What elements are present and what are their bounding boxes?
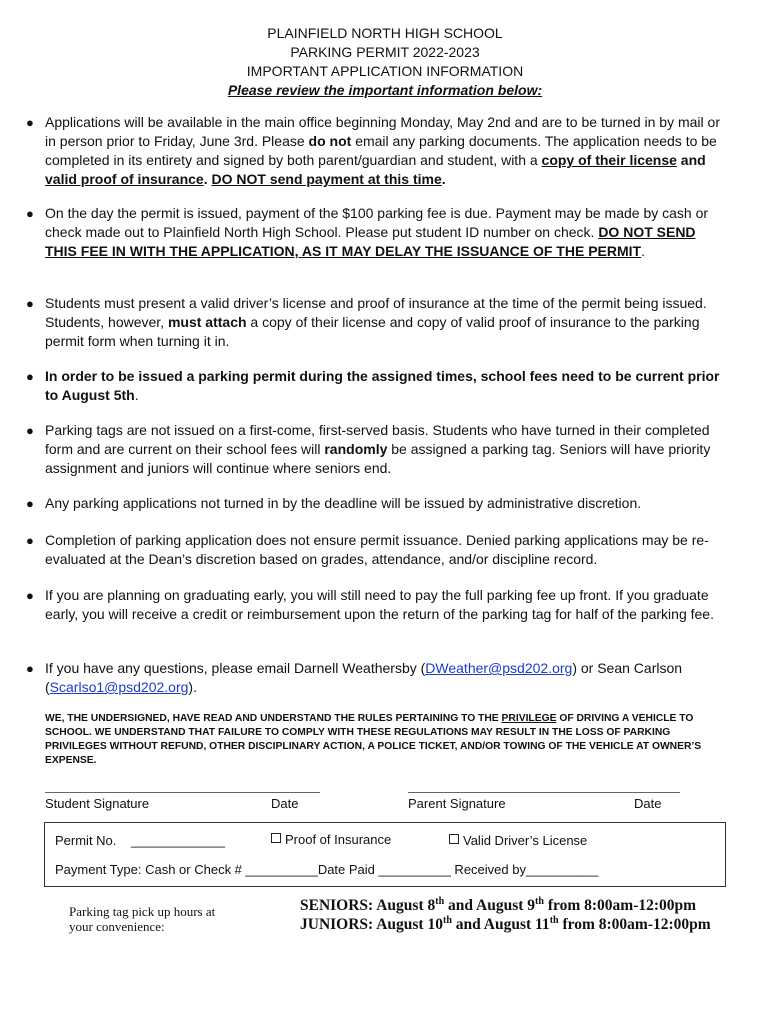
bullet-icon: ● [26, 206, 34, 221]
list-item-text: On the day the permit is issued, payment of the $100 parking fee is due. Payment may be made by cash or check made out to Plainfield North High School. Please put student ID number on check. DO NOT SEND THIS FEE IN WITH THE APPLICATION, AS IT MAY DELAY THE ISSUANCE OF THE PERMIT. [45, 205, 709, 259]
bullet-icon: ● [26, 496, 34, 511]
student-signature-label: Student Signature [45, 796, 150, 811]
proof-insurance-checkbox[interactable]: Proof of Insurance [271, 832, 391, 847]
pickup-hours-note: Parking tag pick up hours at your convenience: [69, 904, 216, 934]
document-header [0, 24, 770, 100]
seniors-schedule: SENIORS: August 8th and August 9th from 8:00am-12:00pm [300, 895, 697, 914]
parent-signature-label: Parent Signature [408, 796, 506, 811]
header-subtitle: IMPORTANT APPLICATION INFORMATION [246, 63, 524, 79]
agreement-notice: WE, THE UNDERSIGNED, HAVE READ AND UNDERSTAND THE RULES PERTAINING TO THE PRIVILEGE OF DRIVING A VEHICLE TO SCHOOL. WE UNDERSTAND THAT FAILURE TO COMPLY WITH THESE REGULATIONS MAY RESULT IN THE LOSS OF PARKING PRIVILEGES WITHOUT REFUND, OTHER DISCIPLINARY ACTION, A POLICE TICKET, AND/OR TOWING OF THE VEHICLE AT OWNER’S EXPENSE. [45, 713, 702, 766]
valid-license-checkbox[interactable]: Valid Driver’s License [449, 833, 587, 848]
office-use-box [44, 822, 726, 887]
list-item-text: If you have any questions, please email Darnell Weathersby (DWeather@psd202.org) or Sean Carlson (Scarlso1@psd202.org). [45, 660, 683, 695]
permit-year: PARKING PERMIT 2022-2023 [290, 44, 480, 60]
review-instruction: Please review the important information below: [227, 82, 543, 98]
checkbox-icon [271, 833, 281, 843]
bullet-icon: ● [26, 588, 34, 603]
parent-date-label: Date [634, 796, 662, 811]
bullet-icon: ● [26, 115, 34, 130]
list-item-text: If you are planning on graduating early, you will still need to pay the full parking fee up front. If you graduate early, you will receive a credit or reimbursement upon the return of the parking tag for half of the parking fee. [45, 587, 714, 622]
permit-number-label: Permit No. [55, 833, 117, 848]
juniors-schedule: JUNIORS: August 10th and August 11th from 8:00am-12:00pm [300, 914, 711, 933]
student-date-label: Date [271, 796, 299, 811]
pickup-schedule [300, 896, 740, 934]
bullet-icon: ● [26, 369, 34, 384]
bullet-icon: ● [26, 533, 34, 548]
student-signature-line[interactable] [45, 792, 320, 793]
list-item-text: Students must present a valid driver’s license and proof of insurance at the time of the permit being issued. Students, however, must attach a copy of their license and copy of valid proof of insurance to the parking permit form when turning it in. [45, 295, 707, 349]
list-item-text: Parking tags are not issued on a first-come, first-served basis. Students who have turned in their completed form and are current on their school fees will randomly be assigned a parking tag. Seniors will have priority assignment and juniors will continue where seniors end. [45, 422, 711, 476]
school-name: PLAINFIELD NORTH HIGH SCHOOL [267, 25, 503, 41]
list-item-text: Completion of parking application does not ensure permit issuance. Denied parking applications may be re-evaluated at the Dean’s discretion based on grades, attendance, and/or discipline record. [45, 532, 709, 567]
list-item-text: In order to be issued a parking permit during the assigned times, school fees need to be current prior to August 5th. [45, 368, 720, 403]
bullet-icon: ● [26, 423, 34, 438]
permit-number-field[interactable]: _____________ [131, 833, 225, 848]
list-item-text: Any parking applications not turned in by the deadline will be issued by administrative discretion. [45, 495, 642, 511]
email-link-weathersby[interactable]: DWeather@psd202.org [425, 660, 573, 676]
parent-signature-line[interactable] [408, 792, 680, 793]
payment-line: Payment Type: Cash or Check # __________Date Paid __________ Received by__________ [55, 862, 599, 877]
checkbox-icon [449, 834, 459, 844]
bullet-icon: ● [26, 661, 34, 676]
bullet-icon: ● [26, 296, 34, 311]
list-item-text: Applications will be available in the main office beginning Monday, May 2nd and are to be turned in by mail or in person prior to Friday, June 3rd. Please do not email any parking documents. The application needs to be completed in its entirety and signed by both parent/guardian and student, with a copy of their license and valid proof of insurance. DO NOT send payment at this time. [45, 114, 720, 187]
email-link-carlson[interactable]: Scarlso1@psd202.org [49, 679, 189, 695]
